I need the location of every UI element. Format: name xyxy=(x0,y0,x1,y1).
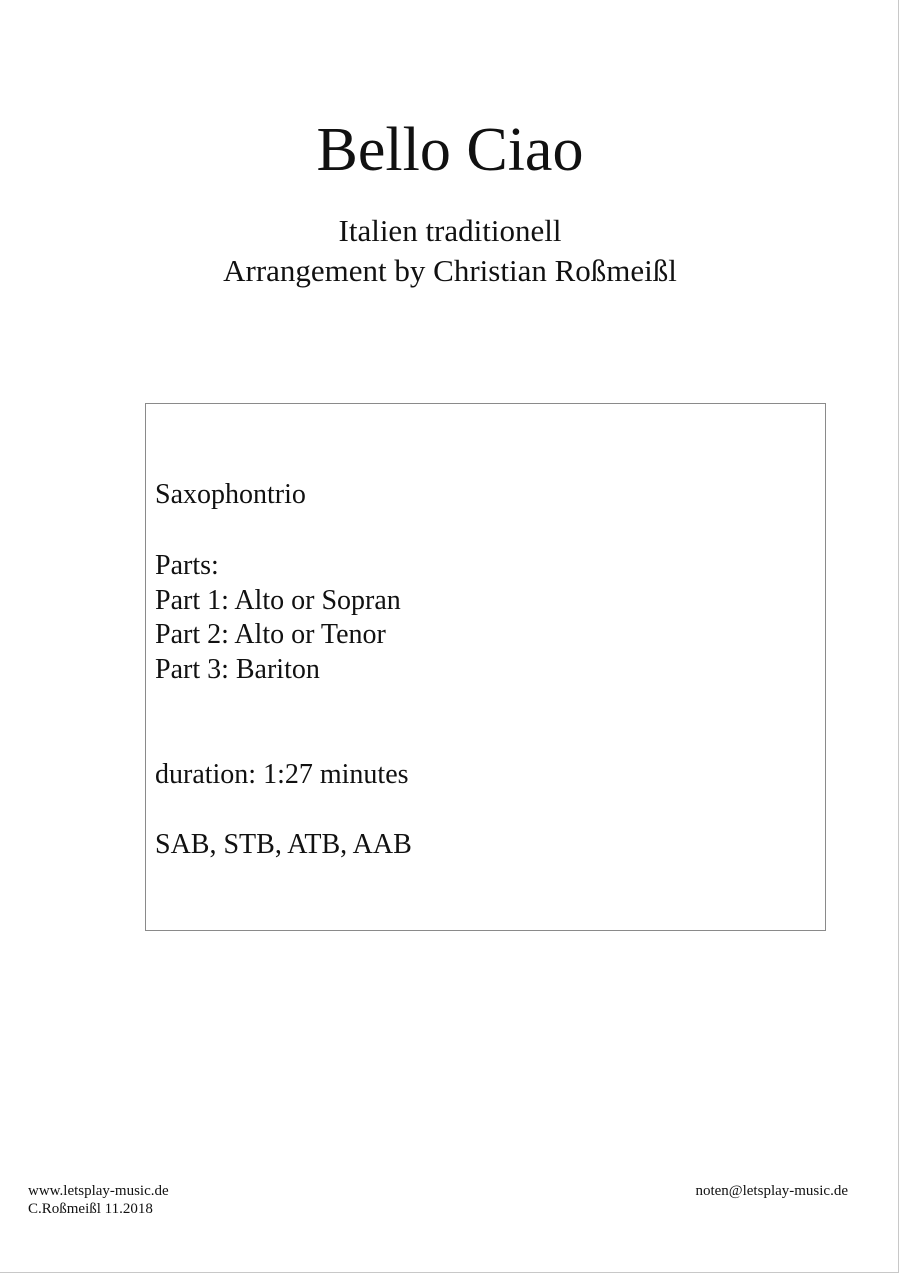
footer-copyright: C.Roßmeißl 11.2018 xyxy=(28,1201,153,1217)
piece-title: Bello Ciao xyxy=(316,116,584,184)
part-1-line: Part 1: Alto or Sopran xyxy=(155,585,401,616)
arranger-credit: Arrangement by Christian Roßmeißl xyxy=(223,253,677,288)
footer-website: www.letsplay-music.de xyxy=(28,1183,169,1199)
piece-origin: Italien traditionell xyxy=(338,213,562,248)
voicing-combinations: SAB, STB, ATB, AAB xyxy=(155,829,412,860)
instrumentation-box xyxy=(145,403,826,931)
part-3-line: Part 3: Bariton xyxy=(155,654,320,685)
duration-line: duration: 1:27 minutes xyxy=(155,759,409,790)
footer-email: noten@letsplay-music.de xyxy=(695,1183,848,1199)
part-2-line: Part 2: Alto or Tenor xyxy=(155,619,386,650)
ensemble-name: Saxophontrio xyxy=(155,479,306,510)
parts-heading: Parts: xyxy=(155,550,219,581)
